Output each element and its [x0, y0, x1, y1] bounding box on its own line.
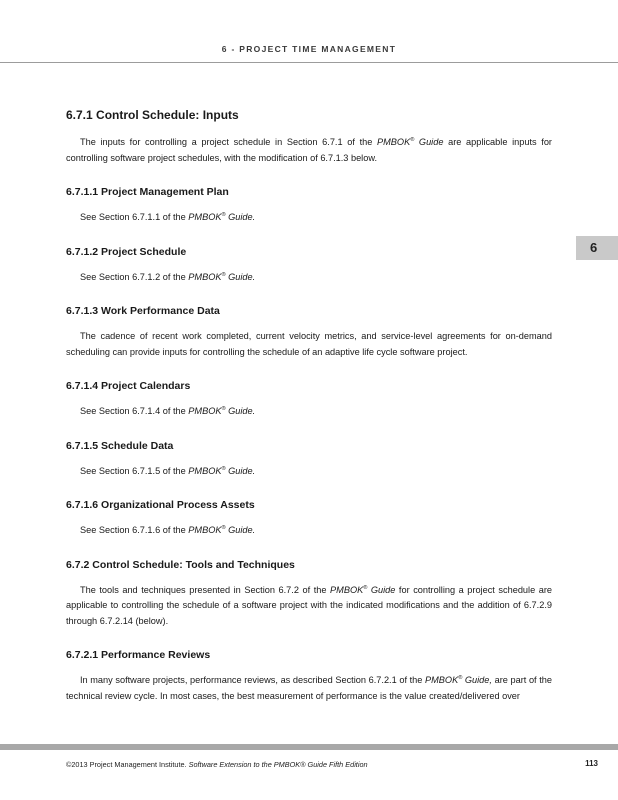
page-header	[0, 0, 618, 63]
running-header-title: 6 - PROJECT TIME MANAGEMENT	[221, 44, 397, 54]
body-paragraph: The cadence of recent work completed, current velocity metrics, and service-level agreements for on-demand scheduling can provide inputs for controlling the schedule of an adaptive life cycle software project.	[66, 331, 552, 357]
cross-reference: See Section 6.7.1.5 of the PMBOK® Guide.	[80, 465, 256, 476]
subsection-heading: 6.7.1.1 Project Management Plan	[66, 186, 229, 198]
cross-reference: See Section 6.7.1.2 of the PMBOK® Guide.	[80, 271, 256, 282]
subsection-heading: 6.7.2.1 Performance Reviews	[66, 649, 211, 661]
body-paragraph: The tools and techniques presented in Section 6.7.2 of the PMBOK® Guide for controlling a project schedule are applicable to controlling the schedule of a software project with the indicated modifications and the addition of 6.7.2.9 through 6.7.2.14 (below).	[66, 584, 553, 626]
subsection-heading: 6.7.1.4 Project Calendars	[66, 380, 191, 392]
footer-rule	[0, 744, 618, 750]
cross-reference: See Section 6.7.1.4 of the PMBOK® Guide.	[80, 405, 256, 416]
subsection-heading: 6.7.1.6 Organizational Process Assets	[66, 499, 255, 511]
page-number: 113	[585, 759, 598, 768]
body-paragraph: The inputs for controlling a project schedule in Section 6.7.1 of the PMBOK® Guide are applicable inputs for controlling software project schedules, with the modification of 6.7.1.3 below.	[66, 136, 552, 163]
body-paragraph: In many software projects, performance reviews, as described Section 6.7.2.1 of the PMBOK® Guide, are part of the technical review cycle. In most cases, the best measurement of performance is the value created/delivered over	[66, 674, 552, 701]
section-heading: 6.7.2 Control Schedule: Tools and Techniques	[66, 558, 295, 571]
section-heading: 6.7.1 Control Schedule: Inputs	[66, 108, 239, 122]
cross-reference: See Section 6.7.1.6 of the PMBOK® Guide.	[80, 524, 256, 535]
subsection-heading: 6.7.1.5 Schedule Data	[66, 439, 174, 452]
subsection-heading: 6.7.1.2 Project Schedule	[66, 245, 187, 258]
chapter-thumb-tab: 6	[576, 236, 618, 260]
cross-reference: See Section 6.7.1.1 of the PMBOK® Guide.	[80, 211, 256, 222]
page-body	[66, 108, 552, 723]
subsection-heading: 6.7.1.3 Work Performance Data	[66, 305, 220, 317]
footer-copyright: ©2013 Project Management Institute. Software Extension to the PMBOK® Guide Fifth Edition	[66, 760, 368, 769]
